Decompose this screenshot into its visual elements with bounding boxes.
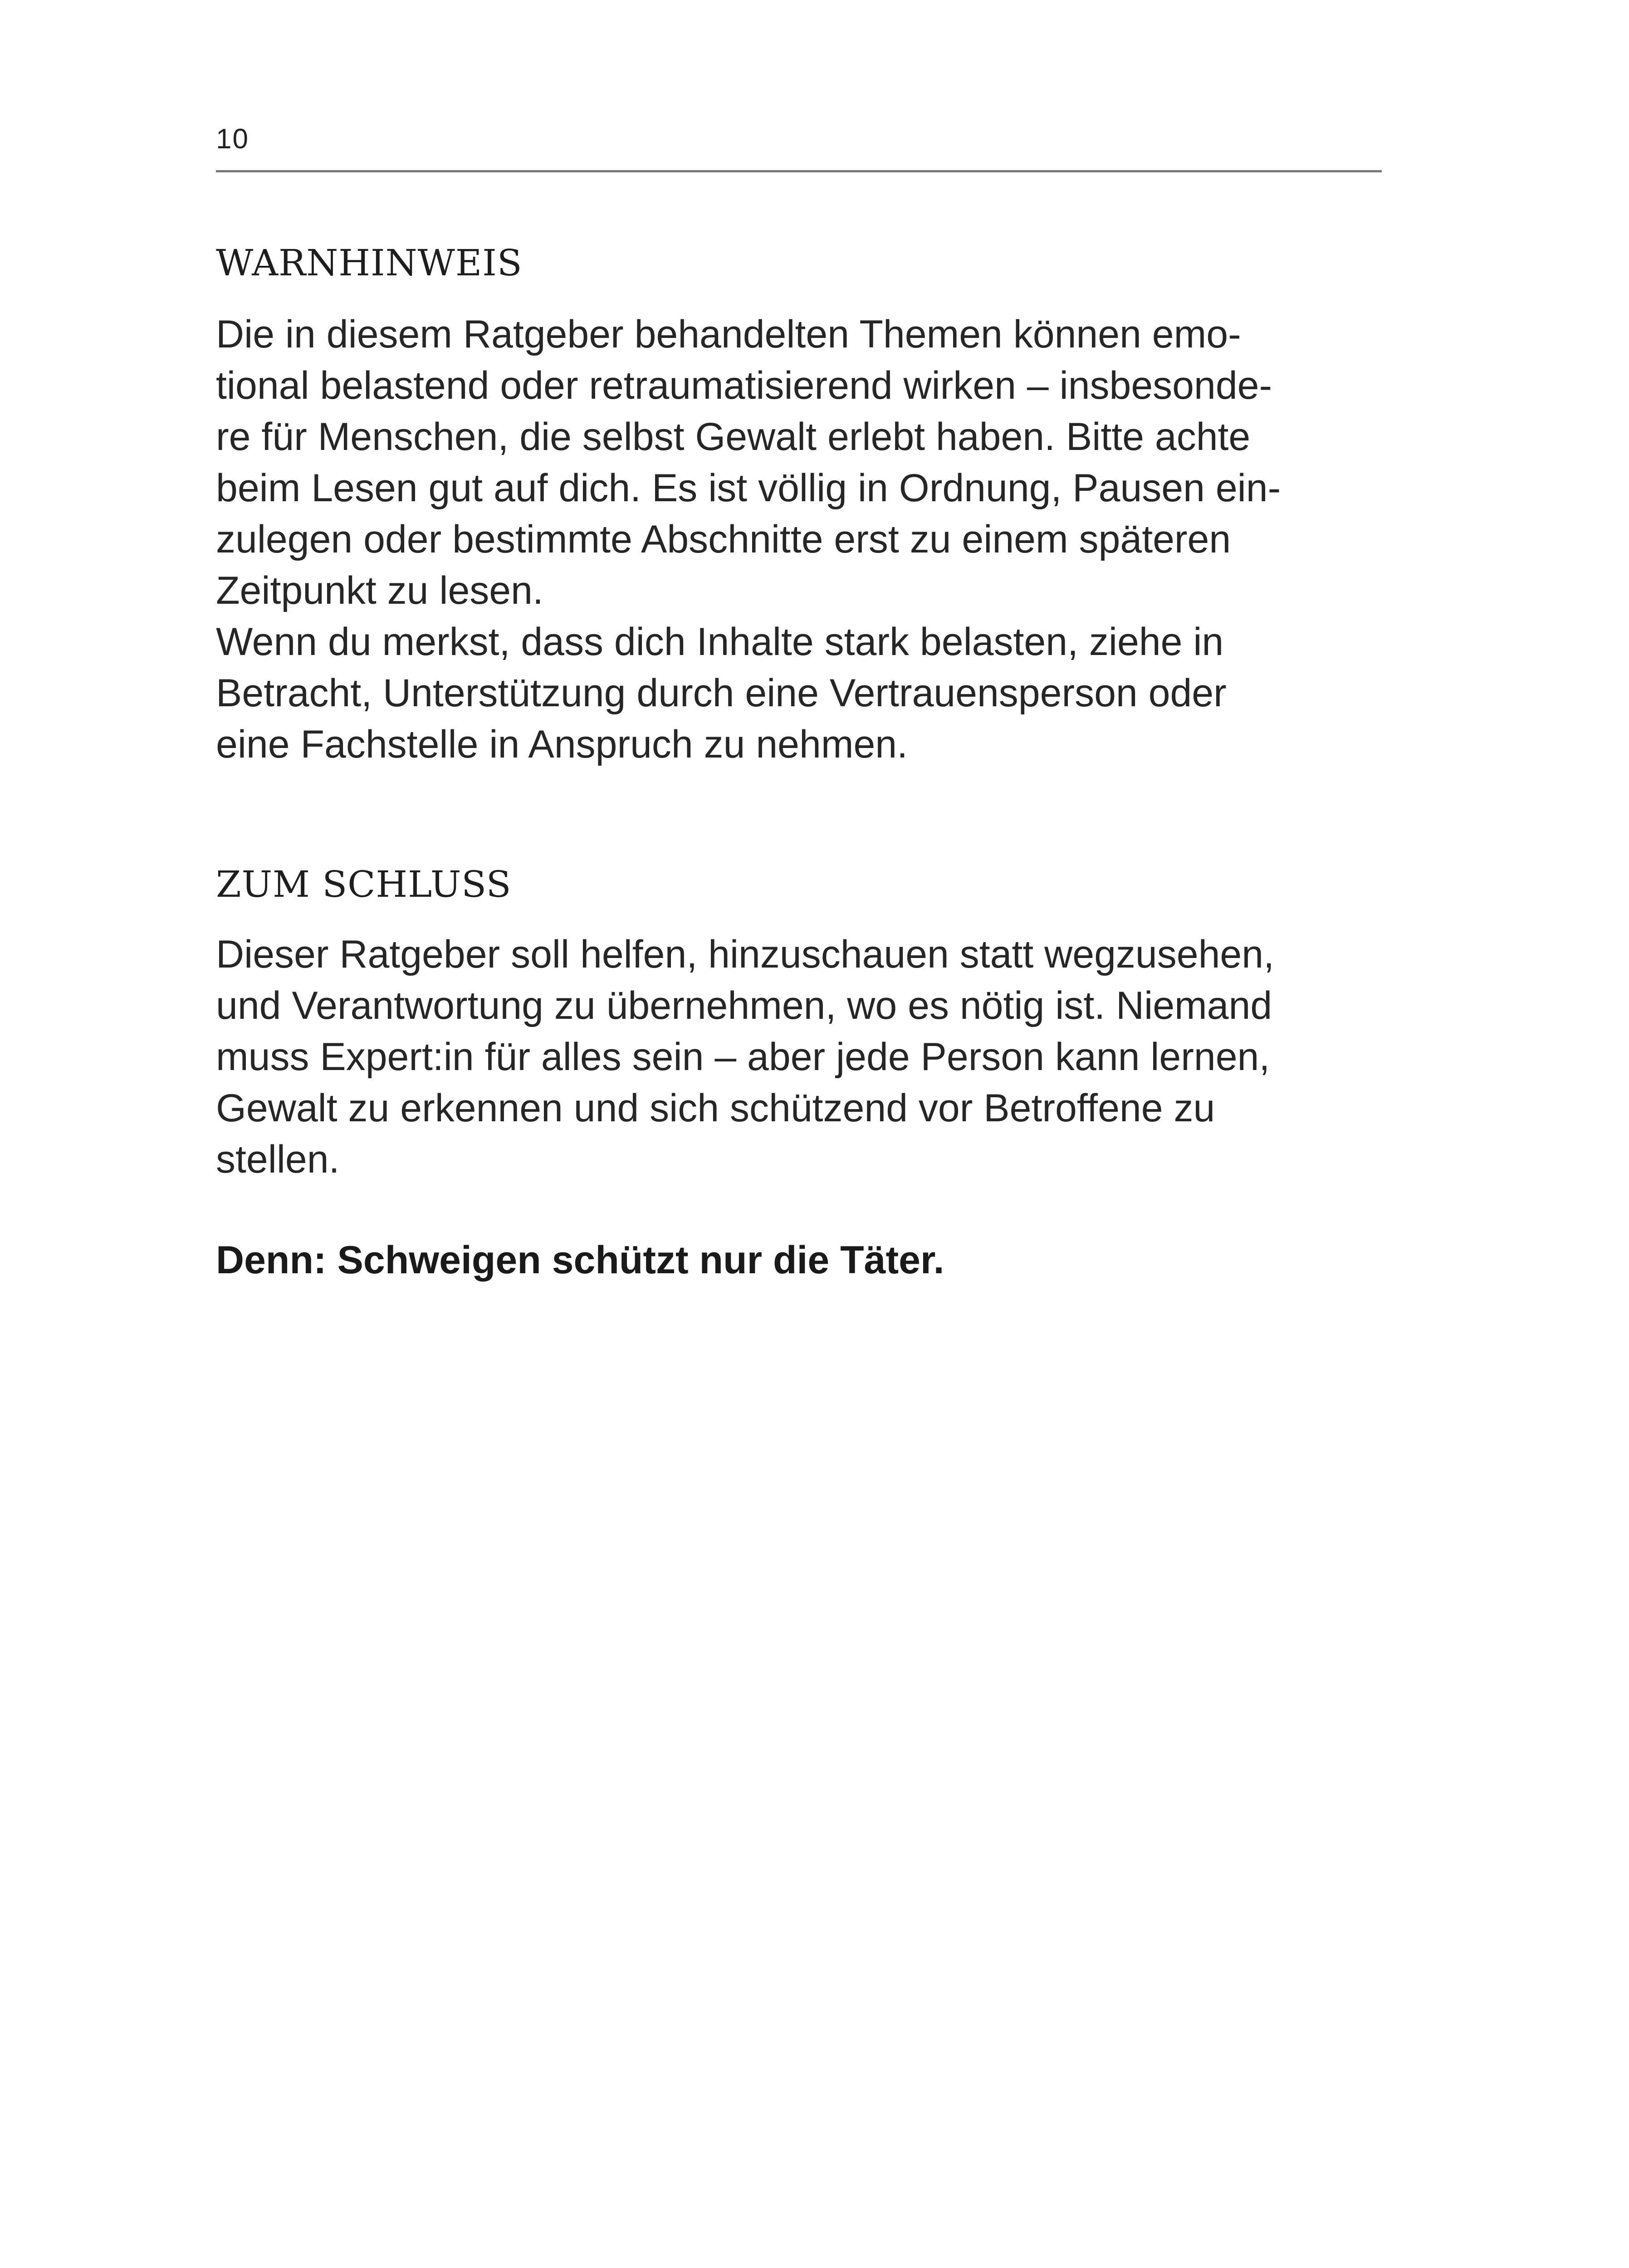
page-number: 10	[216, 123, 249, 155]
body-line: Betracht, Unterstützung durch eine Vertrauensperson oder	[216, 671, 1227, 715]
body-line: re für Menschen, die selbst Gewalt erlebt haben. Bitte achte	[216, 415, 1251, 459]
body-line: Wenn du merkst, dass dich Inhalte stark belasten, ziehe in	[216, 620, 1224, 664]
section-heading-zum-schluss: ZUM SCHLUSS	[216, 863, 512, 905]
body-line: und Verantwortung zu übernehmen, wo es nötig ist. Niemand	[216, 984, 1272, 1027]
body-line: muss Expert:in für alles sein – aber jede Person kann lernen,	[216, 1035, 1270, 1079]
body-line: Dieser Ratgeber soll helfen, hinzuschauen statt wegzusehen,	[216, 933, 1274, 976]
section-body-warnhinweis	[216, 309, 1404, 770]
header-divider	[216, 170, 1382, 172]
section-body-zum-schluss	[216, 929, 1404, 1185]
body-line: tional belastend oder retraumatisierend wirken – insbesonde-	[216, 364, 1272, 407]
body-line: Zeitpunkt zu lesen.	[216, 569, 543, 612]
body-line: stellen.	[216, 1138, 340, 1181]
body-line: eine Fachstelle in Anspruch zu nehmen.	[216, 723, 908, 766]
body-line: Gewalt zu erkennen und sich schützend vor Betroffene zu	[216, 1086, 1215, 1130]
body-line: Die in diesem Ratgeber behandelten Themen können emo-	[216, 313, 1241, 356]
body-line: beim Lesen gut auf dich. Es ist völlig in Ordnung, Pausen ein-	[216, 466, 1281, 510]
closing-statement: Denn: Schweigen schützt nur die Täter.	[216, 1238, 944, 1282]
section-heading-warnhinweis: WARNHINWEIS	[216, 242, 523, 284]
body-line: zulegen oder bestimmte Abschnitte erst zu einem späteren	[216, 518, 1231, 561]
